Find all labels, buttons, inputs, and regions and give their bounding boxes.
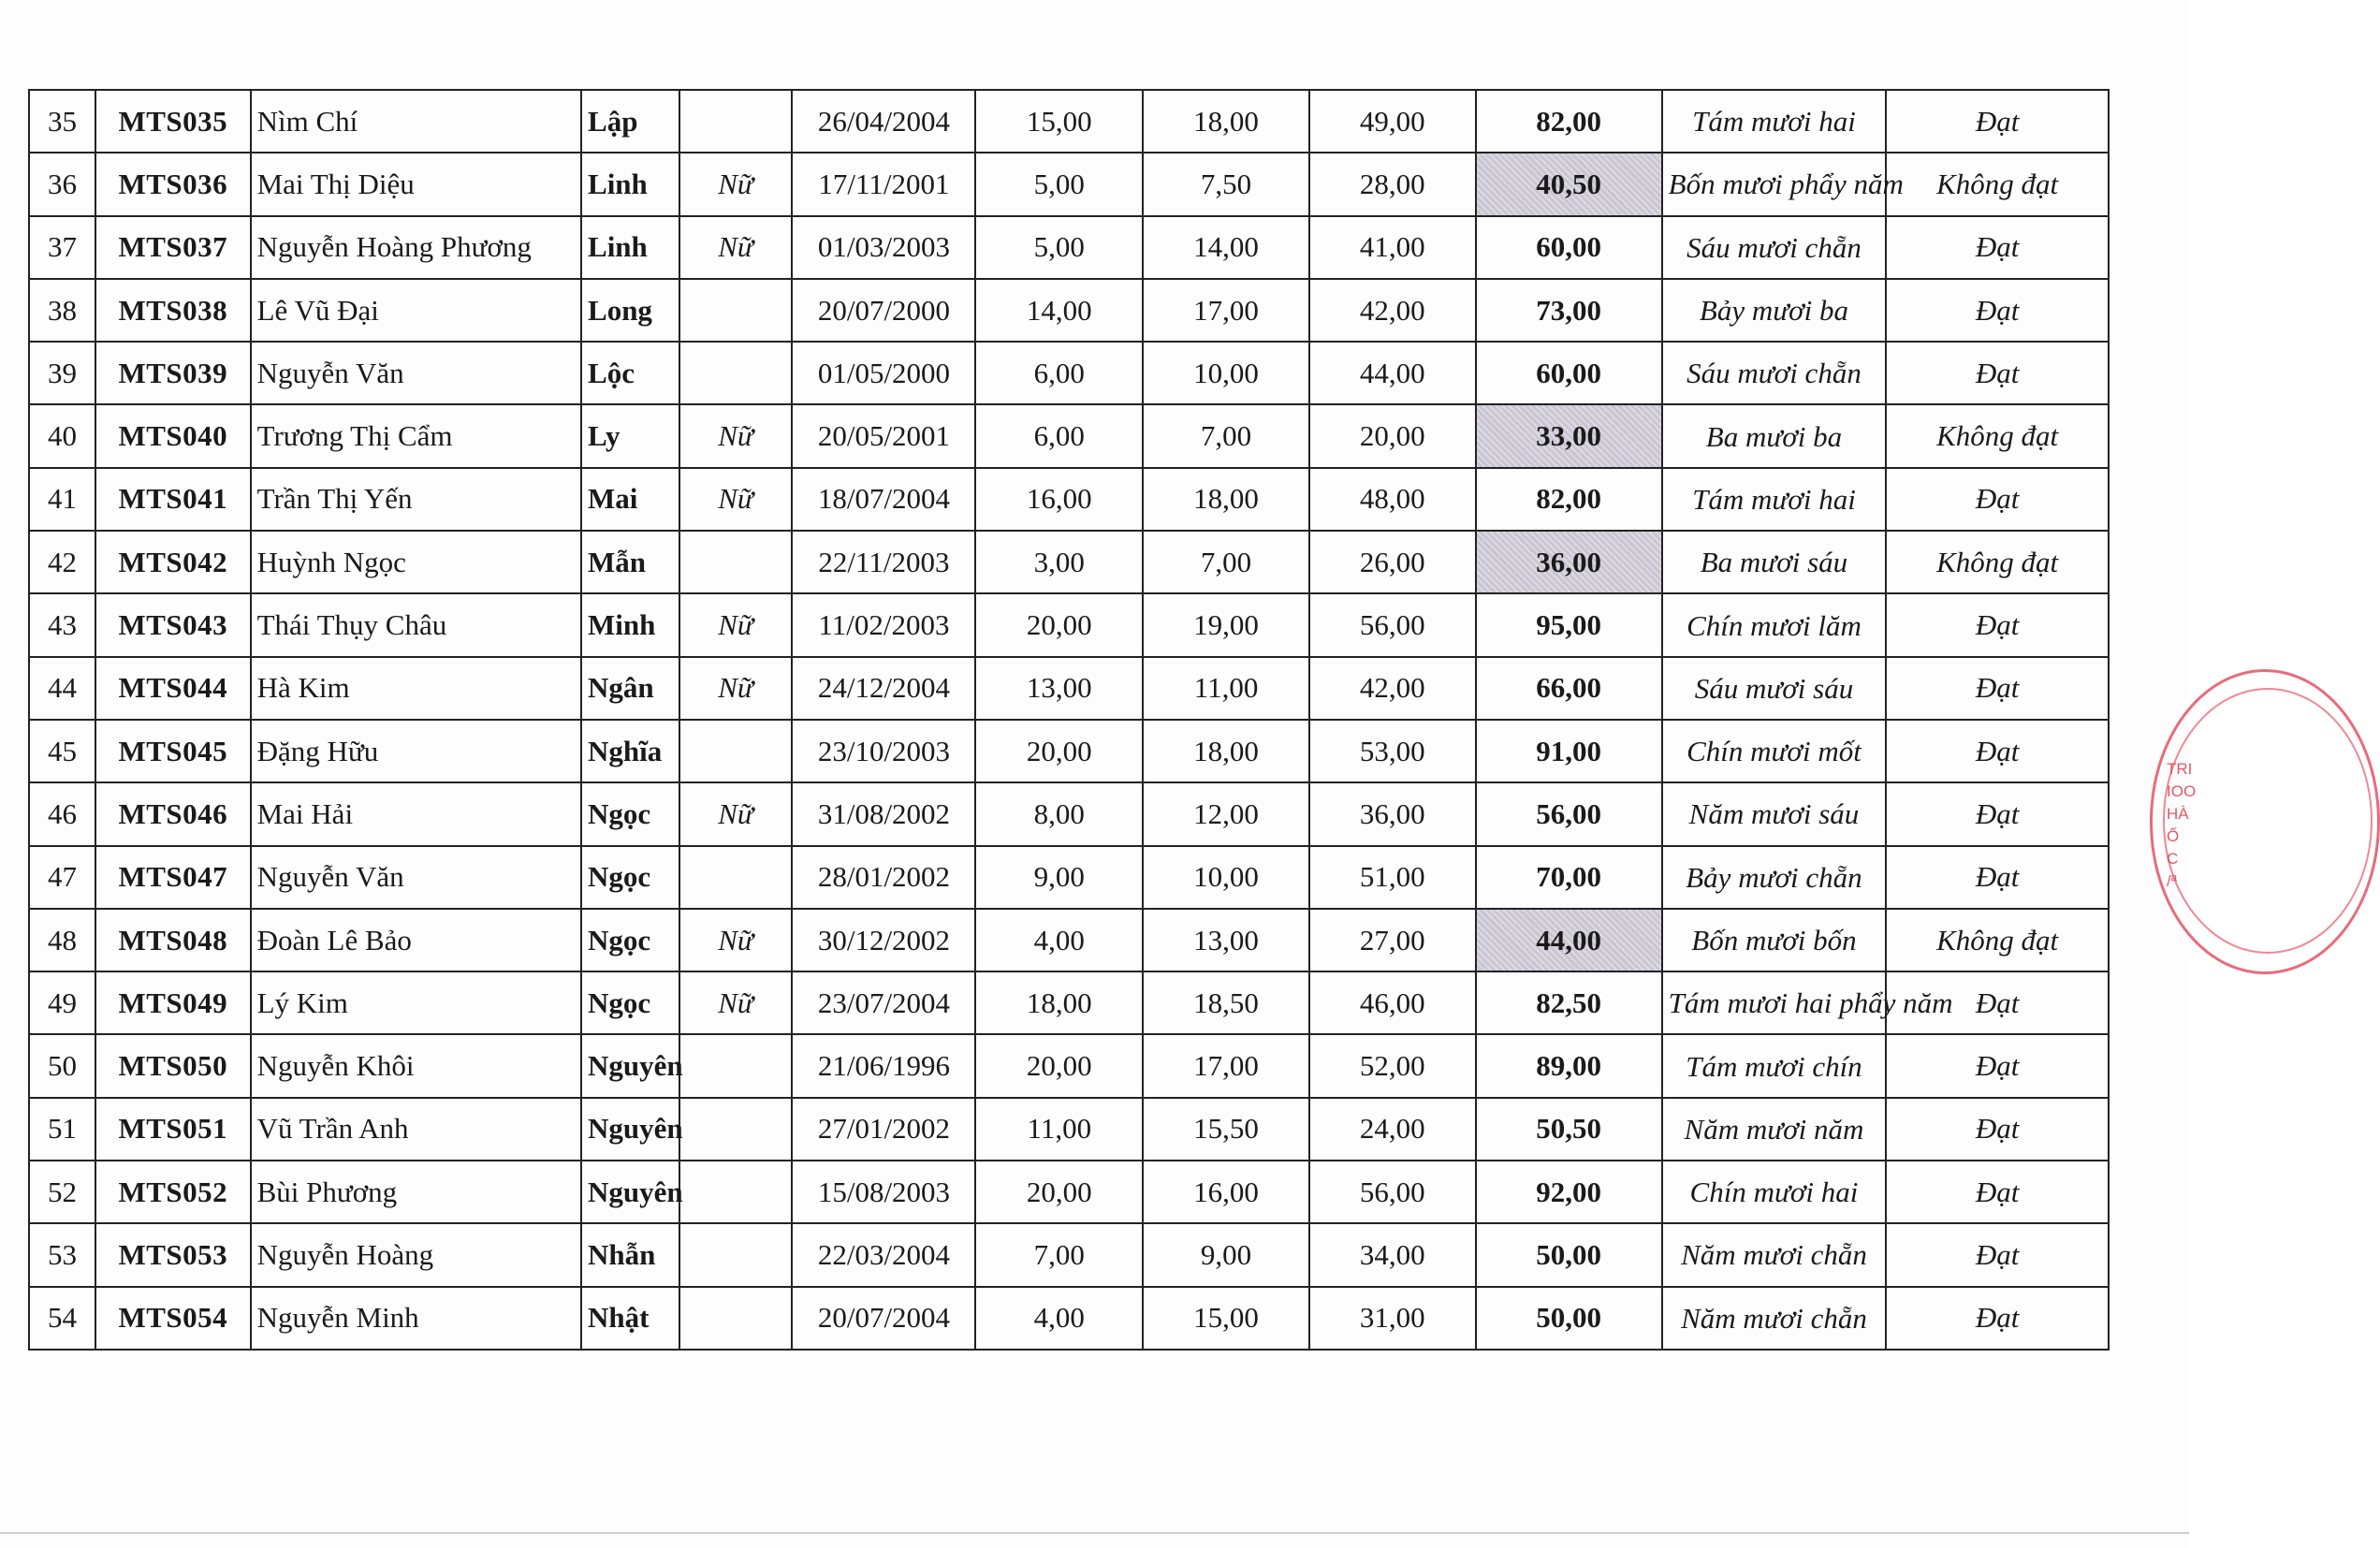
total-score-cell: 50,00: [1476, 1223, 1662, 1286]
total-in-words-cell: Tám mươi hai: [1662, 468, 1887, 531]
total-score-cell: 92,00: [1476, 1161, 1662, 1223]
date-of-birth-cell: 20/07/2000: [792, 279, 975, 342]
score-3-cell: 53,00: [1309, 720, 1476, 782]
table-row: [29, 90, 2109, 153]
score-2-cell: 7,00: [1143, 531, 1309, 593]
gender-cell: [679, 279, 793, 342]
result-status-cell: Đạt: [1886, 216, 2109, 279]
table-row: [29, 909, 2109, 971]
score-1-cell: 13,00: [975, 657, 1143, 720]
row-number-cell: 54: [29, 1287, 95, 1350]
first-name-cell: Ly: [581, 404, 679, 467]
score-3-cell: 36,00: [1309, 782, 1476, 845]
date-of-birth-cell: 30/12/2002: [792, 909, 975, 971]
score-1-cell: 4,00: [975, 1287, 1143, 1350]
date-of-birth-cell: 01/05/2000: [792, 342, 975, 404]
table-row: [29, 971, 2109, 1034]
score-2-cell: 18,50: [1143, 971, 1309, 1034]
first-name-cell: Mai: [581, 468, 679, 531]
score-2-cell: 18,00: [1143, 468, 1309, 531]
row-number-cell: 47: [29, 846, 95, 909]
score-2-cell: 13,00: [1143, 909, 1309, 971]
score-2-cell: 12,00: [1143, 782, 1309, 845]
result-status-cell: Không đạt: [1886, 531, 2109, 593]
total-score-cell: 33,00: [1476, 404, 1662, 467]
score-1-cell: 15,00: [975, 90, 1143, 153]
row-number-cell: 46: [29, 782, 95, 845]
total-in-words-cell: Sáu mươi sáu: [1662, 657, 1887, 720]
date-of-birth-cell: 17/11/2001: [792, 153, 975, 215]
row-number-cell: 51: [29, 1098, 95, 1161]
last-middle-name-cell: Hà Kim: [251, 657, 581, 720]
result-status-cell: Đạt: [1886, 720, 2109, 782]
gender-cell: [679, 846, 793, 909]
gender-cell: [679, 1223, 793, 1286]
row-number-cell: 37: [29, 216, 95, 279]
result-status-cell: Đạt: [1886, 657, 2109, 720]
first-name-cell: Mẫn: [581, 531, 679, 593]
result-status-cell: Đạt: [1886, 468, 2109, 531]
first-name-cell: Linh: [581, 216, 679, 279]
candidate-code-cell: MTS041: [95, 468, 251, 531]
score-3-cell: 31,00: [1309, 1287, 1476, 1350]
table-row: [29, 657, 2109, 720]
first-name-cell: Nhật: [581, 1287, 679, 1350]
date-of-birth-cell: 15/08/2003: [792, 1161, 975, 1223]
row-number-cell: 52: [29, 1161, 95, 1223]
total-score-cell: 56,00: [1476, 782, 1662, 845]
first-name-cell: Ngọc: [581, 971, 679, 1034]
first-name-cell: Ngân: [581, 657, 679, 720]
score-1-cell: 20,00: [975, 720, 1143, 782]
table-row: [29, 468, 2109, 531]
first-name-cell: Nhẫn: [581, 1223, 679, 1286]
score-2-cell: 17,00: [1143, 279, 1309, 342]
red-seal-stamp: [2142, 669, 2197, 969]
total-score-cell: 82,00: [1476, 468, 1662, 531]
date-of-birth-cell: 26/04/2004: [792, 90, 975, 153]
table-row: [29, 216, 2109, 279]
table-row: [29, 1098, 2109, 1161]
candidate-code-cell: MTS037: [95, 216, 251, 279]
score-1-cell: 6,00: [975, 342, 1143, 404]
result-status-cell: Đạt: [1886, 1034, 2109, 1097]
date-of-birth-cell: 24/12/2004: [792, 657, 975, 720]
total-in-words-cell: Tám mươi hai: [1662, 90, 1887, 153]
gender-cell: [679, 720, 793, 782]
gender-cell: [679, 1161, 793, 1223]
gender-cell: Nữ: [679, 657, 793, 720]
last-middle-name-cell: Trương Thị Cẩm: [251, 404, 581, 467]
total-score-cell: 60,00: [1476, 342, 1662, 404]
total-in-words-cell: Chín mươi hai: [1662, 1161, 1887, 1223]
row-number-cell: 42: [29, 531, 95, 593]
score-1-cell: 7,00: [975, 1223, 1143, 1286]
candidate-code-cell: MTS050: [95, 1034, 251, 1097]
score-3-cell: 48,00: [1309, 468, 1476, 531]
candidate-code-cell: MTS040: [95, 404, 251, 467]
total-score-cell: 60,00: [1476, 216, 1662, 279]
score-3-cell: 41,00: [1309, 216, 1476, 279]
result-status-cell: Đạt: [1886, 342, 2109, 404]
last-middle-name-cell: Nguyễn Văn: [251, 846, 581, 909]
gender-cell: [679, 342, 793, 404]
last-middle-name-cell: Nguyễn Hoàng Phương: [251, 216, 581, 279]
score-3-cell: 42,00: [1309, 657, 1476, 720]
total-score-cell: 40,50: [1476, 153, 1662, 215]
result-status-cell: Đạt: [1886, 971, 2109, 1034]
total-score-cell: 82,50: [1476, 971, 1662, 1034]
score-1-cell: 6,00: [975, 404, 1143, 467]
total-in-words-cell: Bảy mươi chẵn: [1662, 846, 1887, 909]
total-in-words-cell: Năm mươi sáu: [1662, 782, 1887, 845]
row-number-cell: 39: [29, 342, 95, 404]
row-number-cell: 43: [29, 593, 95, 656]
score-3-cell: 34,00: [1309, 1223, 1476, 1286]
score-1-cell: 14,00: [975, 279, 1143, 342]
score-3-cell: 27,00: [1309, 909, 1476, 971]
table-row: [29, 153, 2109, 215]
last-middle-name-cell: Huỳnh Ngọc: [251, 531, 581, 593]
table-row: [29, 342, 2109, 404]
score-3-cell: 56,00: [1309, 1161, 1476, 1223]
total-in-words-cell: Năm mươi năm: [1662, 1098, 1887, 1161]
score-2-cell: 7,00: [1143, 404, 1309, 467]
row-number-cell: 45: [29, 720, 95, 782]
stamp-text: TRI IOO HÀ Ố C /ª: [2167, 760, 2197, 890]
score-2-cell: 18,00: [1143, 720, 1309, 782]
score-3-cell: 52,00: [1309, 1034, 1476, 1097]
table-row: [29, 720, 2109, 782]
candidate-code-cell: MTS043: [95, 593, 251, 656]
score-2-cell: 11,00: [1143, 657, 1309, 720]
gender-cell: [679, 1287, 793, 1350]
scan-edge-line: [0, 1532, 2189, 1534]
last-middle-name-cell: Lê Vũ Đại: [251, 279, 581, 342]
last-middle-name-cell: Nguyễn Văn: [251, 342, 581, 404]
first-name-cell: Minh: [581, 593, 679, 656]
score-2-cell: 14,00: [1143, 216, 1309, 279]
row-number-cell: 53: [29, 1223, 95, 1286]
total-score-cell: 91,00: [1476, 720, 1662, 782]
row-number-cell: 38: [29, 279, 95, 342]
last-middle-name-cell: Vũ Trần Anh: [251, 1098, 581, 1161]
score-1-cell: 5,00: [975, 153, 1143, 215]
gender-cell: [679, 90, 793, 153]
score-2-cell: 16,00: [1143, 1161, 1309, 1223]
score-1-cell: 20,00: [975, 1034, 1143, 1097]
candidate-code-cell: MTS049: [95, 971, 251, 1034]
result-status-cell: Không đạt: [1886, 909, 2109, 971]
candidate-code-cell: MTS048: [95, 909, 251, 971]
gender-cell: Nữ: [679, 909, 793, 971]
first-name-cell: Ngọc: [581, 909, 679, 971]
date-of-birth-cell: 22/03/2004: [792, 1223, 975, 1286]
score-2-cell: 10,00: [1143, 846, 1309, 909]
score-3-cell: 24,00: [1309, 1098, 1476, 1161]
date-of-birth-cell: 18/07/2004: [792, 468, 975, 531]
total-in-words-cell: Ba mươi sáu: [1662, 531, 1887, 593]
table-row: [29, 404, 2109, 467]
total-in-words-cell: Bốn mươi phẩy năm: [1662, 153, 1887, 215]
total-score-cell: 89,00: [1476, 1034, 1662, 1097]
score-3-cell: 51,00: [1309, 846, 1476, 909]
result-status-cell: Không đạt: [1886, 404, 2109, 467]
score-2-cell: 7,50: [1143, 153, 1309, 215]
candidate-code-cell: MTS045: [95, 720, 251, 782]
gender-cell: [679, 1034, 793, 1097]
first-name-cell: Long: [581, 279, 679, 342]
last-middle-name-cell: Đặng Hữu: [251, 720, 581, 782]
total-in-words-cell: Tám mươi hai phẩy năm: [1662, 971, 1887, 1034]
last-middle-name-cell: Mai Thị Diệu: [251, 153, 581, 215]
score-2-cell: 18,00: [1143, 90, 1309, 153]
total-score-cell: 70,00: [1476, 846, 1662, 909]
candidate-code-cell: MTS039: [95, 342, 251, 404]
total-score-cell: 36,00: [1476, 531, 1662, 593]
gender-cell: Nữ: [679, 153, 793, 215]
gender-cell: Nữ: [679, 971, 793, 1034]
gender-cell: [679, 1098, 793, 1161]
result-status-cell: Đạt: [1886, 1161, 2109, 1223]
score-1-cell: 16,00: [975, 468, 1143, 531]
score-2-cell: 15,50: [1143, 1098, 1309, 1161]
first-name-cell: Ngọc: [581, 846, 679, 909]
candidate-code-cell: MTS053: [95, 1223, 251, 1286]
table-row: [29, 1161, 2109, 1223]
first-name-cell: Nguyên: [581, 1098, 679, 1161]
score-1-cell: 18,00: [975, 971, 1143, 1034]
score-3-cell: 46,00: [1309, 971, 1476, 1034]
first-name-cell: Nguyên: [581, 1034, 679, 1097]
candidate-code-cell: MTS054: [95, 1287, 251, 1350]
date-of-birth-cell: 20/05/2001: [792, 404, 975, 467]
candidate-code-cell: MTS047: [95, 846, 251, 909]
total-in-words-cell: Bốn mươi bốn: [1662, 909, 1887, 971]
candidate-code-cell: MTS035: [95, 90, 251, 153]
row-number-cell: 44: [29, 657, 95, 720]
table-row: [29, 846, 2109, 909]
result-status-cell: Đạt: [1886, 1223, 2109, 1286]
result-status-cell: Đạt: [1886, 1287, 2109, 1350]
date-of-birth-cell: 20/07/2004: [792, 1287, 975, 1350]
candidate-code-cell: MTS038: [95, 279, 251, 342]
score-1-cell: 4,00: [975, 909, 1143, 971]
table-row: [29, 1034, 2109, 1097]
score-1-cell: 3,00: [975, 531, 1143, 593]
total-in-words-cell: Sáu mươi chẵn: [1662, 342, 1887, 404]
score-2-cell: 15,00: [1143, 1287, 1309, 1350]
table-row: [29, 1287, 2109, 1350]
row-number-cell: 40: [29, 404, 95, 467]
table-body: [29, 90, 2109, 1350]
date-of-birth-cell: 22/11/2003: [792, 531, 975, 593]
candidate-code-cell: MTS042: [95, 531, 251, 593]
result-status-cell: Đạt: [1886, 593, 2109, 656]
first-name-cell: Linh: [581, 153, 679, 215]
result-status-cell: Đạt: [1886, 1098, 2109, 1161]
total-in-words-cell: Năm mươi chẵn: [1662, 1223, 1887, 1286]
total-score-cell: 50,50: [1476, 1098, 1662, 1161]
date-of-birth-cell: 27/01/2002: [792, 1098, 975, 1161]
row-number-cell: 35: [29, 90, 95, 153]
last-middle-name-cell: Mai Hải: [251, 782, 581, 845]
score-3-cell: 26,00: [1309, 531, 1476, 593]
total-in-words-cell: Chín mươi lăm: [1662, 593, 1887, 656]
candidate-code-cell: MTS052: [95, 1161, 251, 1223]
total-in-words-cell: Chín mươi mốt: [1662, 720, 1887, 782]
gender-cell: Nữ: [679, 782, 793, 845]
total-in-words-cell: Sáu mươi chẵn: [1662, 216, 1887, 279]
date-of-birth-cell: 11/02/2003: [792, 593, 975, 656]
last-middle-name-cell: Nìm Chí: [251, 90, 581, 153]
gender-cell: [679, 531, 793, 593]
date-of-birth-cell: 23/07/2004: [792, 971, 975, 1034]
result-status-cell: Đạt: [1886, 279, 2109, 342]
row-number-cell: 48: [29, 909, 95, 971]
score-3-cell: 42,00: [1309, 279, 1476, 342]
score-1-cell: 8,00: [975, 782, 1143, 845]
candidate-code-cell: MTS044: [95, 657, 251, 720]
total-score-cell: 95,00: [1476, 593, 1662, 656]
score-1-cell: 20,00: [975, 1161, 1143, 1223]
row-number-cell: 36: [29, 153, 95, 215]
results-table: [28, 89, 2110, 1351]
score-1-cell: 5,00: [975, 216, 1143, 279]
first-name-cell: Ngọc: [581, 782, 679, 845]
last-middle-name-cell: Thái Thụy Châu: [251, 593, 581, 656]
gender-cell: Nữ: [679, 404, 793, 467]
date-of-birth-cell: 21/06/1996: [792, 1034, 975, 1097]
total-score-cell: 73,00: [1476, 279, 1662, 342]
row-number-cell: 41: [29, 468, 95, 531]
table-row: [29, 1223, 2109, 1286]
score-2-cell: 19,00: [1143, 593, 1309, 656]
total-score-cell: 82,00: [1476, 90, 1662, 153]
candidate-code-cell: MTS036: [95, 153, 251, 215]
first-name-cell: Nguyên: [581, 1161, 679, 1223]
row-number-cell: 50: [29, 1034, 95, 1097]
total-score-cell: 66,00: [1476, 657, 1662, 720]
result-status-cell: Không đạt: [1886, 153, 2109, 215]
score-2-cell: 10,00: [1143, 342, 1309, 404]
result-status-cell: Đạt: [1886, 90, 2109, 153]
first-name-cell: Nghĩa: [581, 720, 679, 782]
score-3-cell: 28,00: [1309, 153, 1476, 215]
first-name-cell: Lập: [581, 90, 679, 153]
result-status-cell: Đạt: [1886, 782, 2109, 845]
date-of-birth-cell: 28/01/2002: [792, 846, 975, 909]
score-2-cell: 9,00: [1143, 1223, 1309, 1286]
date-of-birth-cell: 23/10/2003: [792, 720, 975, 782]
table-row: [29, 782, 2109, 845]
date-of-birth-cell: 31/08/2002: [792, 782, 975, 845]
total-in-words-cell: Tám mươi chín: [1662, 1034, 1887, 1097]
first-name-cell: Lộc: [581, 342, 679, 404]
candidate-code-cell: MTS051: [95, 1098, 251, 1161]
score-3-cell: 44,00: [1309, 342, 1476, 404]
last-middle-name-cell: Nguyễn Minh: [251, 1287, 581, 1350]
total-score-cell: 44,00: [1476, 909, 1662, 971]
score-1-cell: 20,00: [975, 593, 1143, 656]
score-2-cell: 17,00: [1143, 1034, 1309, 1097]
score-1-cell: 11,00: [975, 1098, 1143, 1161]
gender-cell: Nữ: [679, 468, 793, 531]
date-of-birth-cell: 01/03/2003: [792, 216, 975, 279]
last-middle-name-cell: Trần Thị Yến: [251, 468, 581, 531]
candidate-code-cell: MTS046: [95, 782, 251, 845]
gender-cell: Nữ: [679, 593, 793, 656]
score-3-cell: 20,00: [1309, 404, 1476, 467]
total-in-words-cell: Bảy mươi ba: [1662, 279, 1887, 342]
score-3-cell: 49,00: [1309, 90, 1476, 153]
gender-cell: Nữ: [679, 216, 793, 279]
table-row: [29, 593, 2109, 656]
last-middle-name-cell: Nguyễn Khôi: [251, 1034, 581, 1097]
score-3-cell: 56,00: [1309, 593, 1476, 656]
table-row: [29, 531, 2109, 593]
total-score-cell: 50,00: [1476, 1287, 1662, 1350]
last-middle-name-cell: Bùi Phương: [251, 1161, 581, 1223]
last-middle-name-cell: Nguyễn Hoàng: [251, 1223, 581, 1286]
last-middle-name-cell: Lý Kim: [251, 971, 581, 1034]
result-status-cell: Đạt: [1886, 846, 2109, 909]
row-number-cell: 49: [29, 971, 95, 1034]
total-in-words-cell: Ba mươi ba: [1662, 404, 1887, 467]
table-row: [29, 279, 2109, 342]
total-in-words-cell: Năm mươi chẵn: [1662, 1287, 1887, 1350]
score-1-cell: 9,00: [975, 846, 1143, 909]
last-middle-name-cell: Đoàn Lê Bảo: [251, 909, 581, 971]
